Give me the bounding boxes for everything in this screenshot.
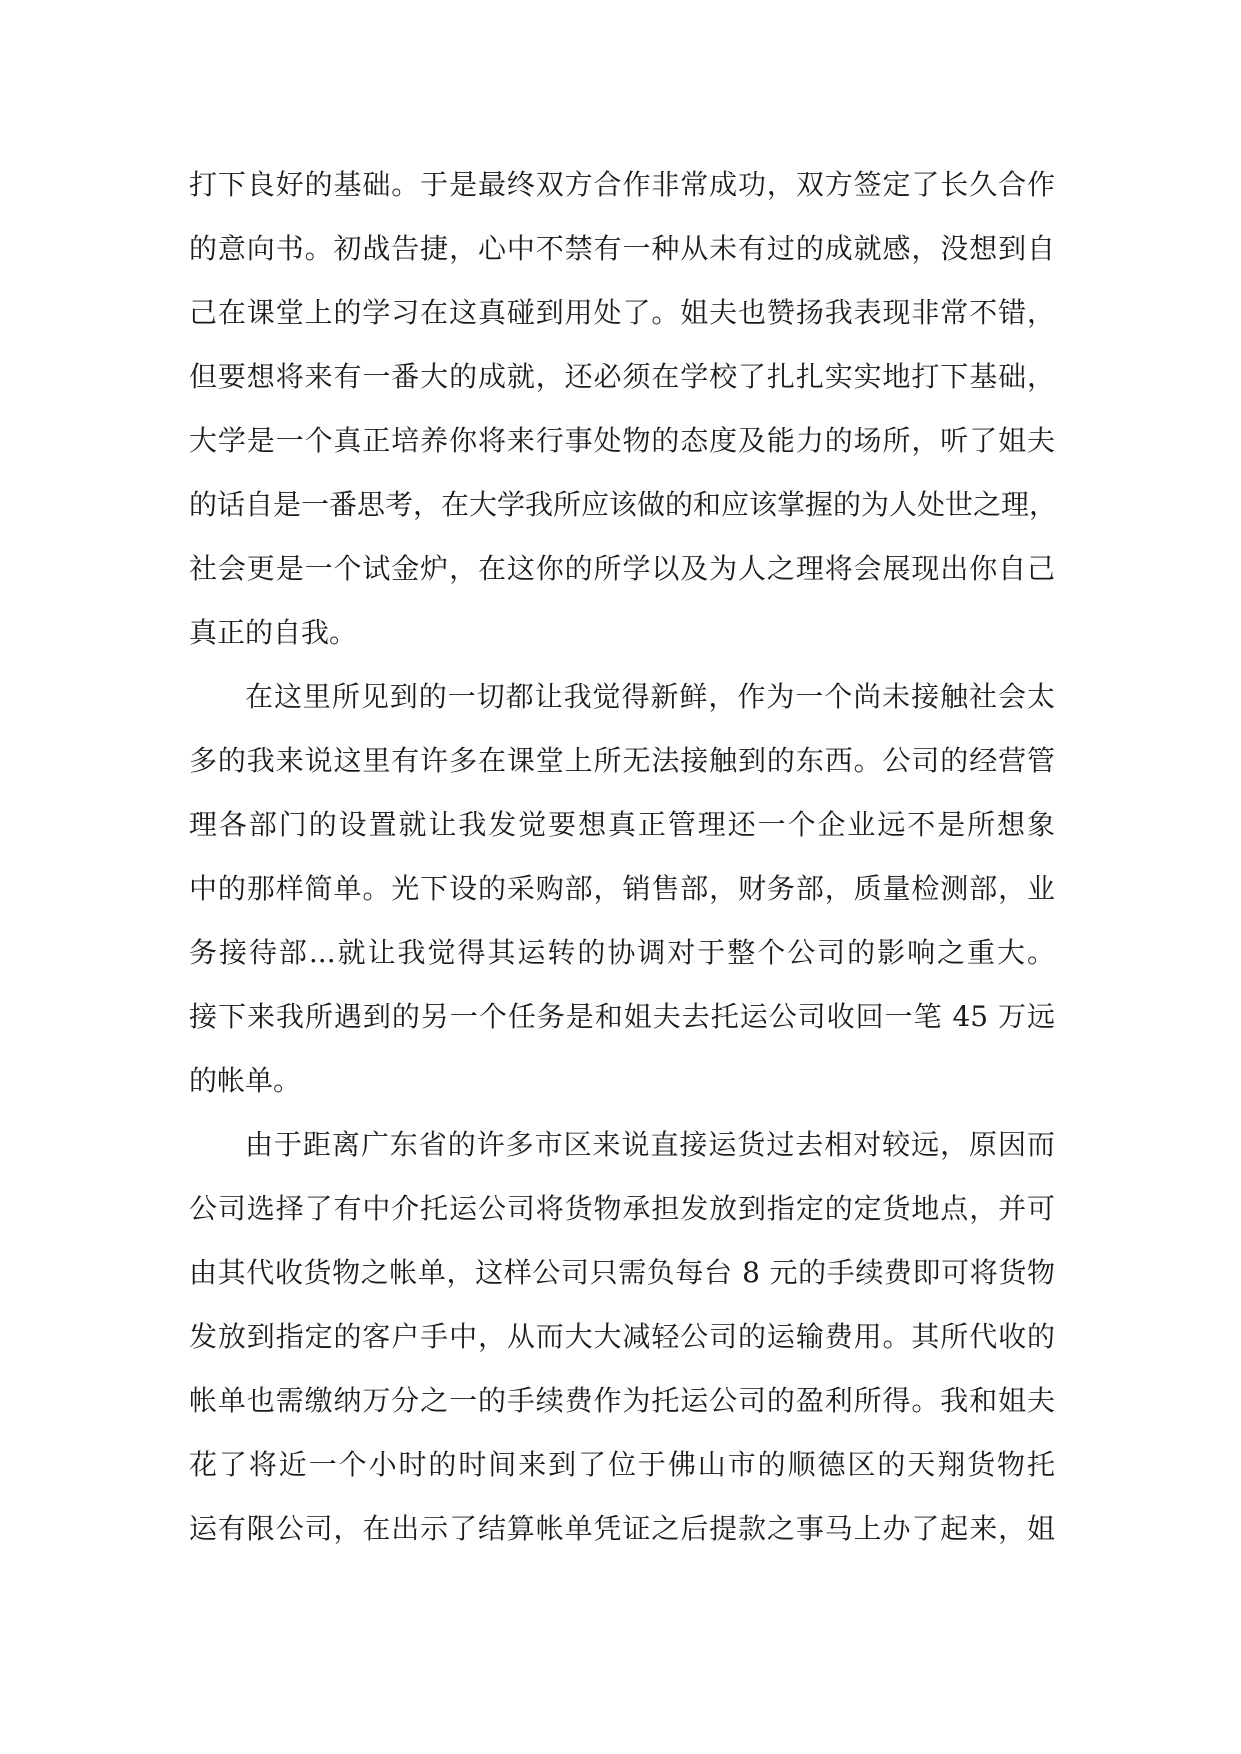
text-line: 中的那样简单。光下设的采购部，销售部，财务部，质量检测部，业: [189, 872, 1055, 905]
text-line: 接下来我所遇到的另一个任务是和姐夫去托运公司收回一笔 45 万远: [189, 1000, 1055, 1033]
paragraph-1: [189, 153, 1058, 665]
text-line: 的帐单。: [189, 1064, 302, 1097]
text-line: 己在课堂上的学习在这真碰到用处了。姐夫也赞扬我表现非常不错，: [189, 296, 1055, 329]
paragraph-3: [189, 1113, 1055, 1561]
text-line: 花了将近一个小时的时间来到了位于佛山市的顺德区的天翔货物托: [189, 1448, 1055, 1481]
text-line: 公司选择了有中介托运公司将货物承担发放到指定的定货地点，并可: [189, 1192, 1055, 1225]
text-line: 真正的自我。: [189, 616, 358, 649]
paragraph-2: [189, 665, 1055, 1113]
text-line: 的话自是一番思考，在大学我所应该做的和应该掌握的为人处世之理，: [189, 488, 1058, 521]
text-line: 大学是一个真正培养你将来行事处物的态度及能力的场所，听了姐夫: [189, 424, 1055, 457]
document-body: [189, 153, 1058, 1561]
text-line: 但要想将来有一番大的成就，还必须在学校了扎扎实实地打下基础，: [189, 360, 1055, 393]
text-line: 由其代收货物之帐单，这样公司只需负每台 8 元的手续费即可将货物: [189, 1256, 1055, 1289]
text-line: 理各部门的设置就让我发觉要想真正管理还一个企业远不是所想象: [189, 808, 1055, 841]
text-line: 运有限公司，在出示了结算帐单凭证之后提款之事马上办了起来，姐: [189, 1512, 1055, 1545]
text-line: 的意向书。初战告捷，心中不禁有一种从未有过的成就感，没想到自: [189, 232, 1055, 265]
text-line: 在这里所见到的一切都让我觉得新鲜，作为一个尚未接触社会太: [245, 680, 1055, 713]
text-line: 由于距离广东省的许多市区来说直接运货过去相对较远，原因而: [245, 1128, 1055, 1161]
text-line: 社会更是一个试金炉，在这你的所学以及为人之理将会展现出你自己: [189, 552, 1055, 585]
text-line: 打下良好的基础。于是最终双方合作非常成功，双方签定了长久合作: [189, 168, 1055, 201]
text-line: 帐单也需缴纳万分之一的手续费作为托运公司的盈利所得。我和姐夫: [189, 1384, 1055, 1417]
text-line: 多的我来说这里有许多在课堂上所无法接触到的东西。公司的经营管: [189, 744, 1055, 777]
text-line: 务接待部...就让我觉得其运转的协调对于整个公司的影响之重大。: [189, 936, 1055, 969]
text-line: 发放到指定的客户手中，从而大大减轻公司的运输费用。其所代收的: [189, 1320, 1055, 1353]
